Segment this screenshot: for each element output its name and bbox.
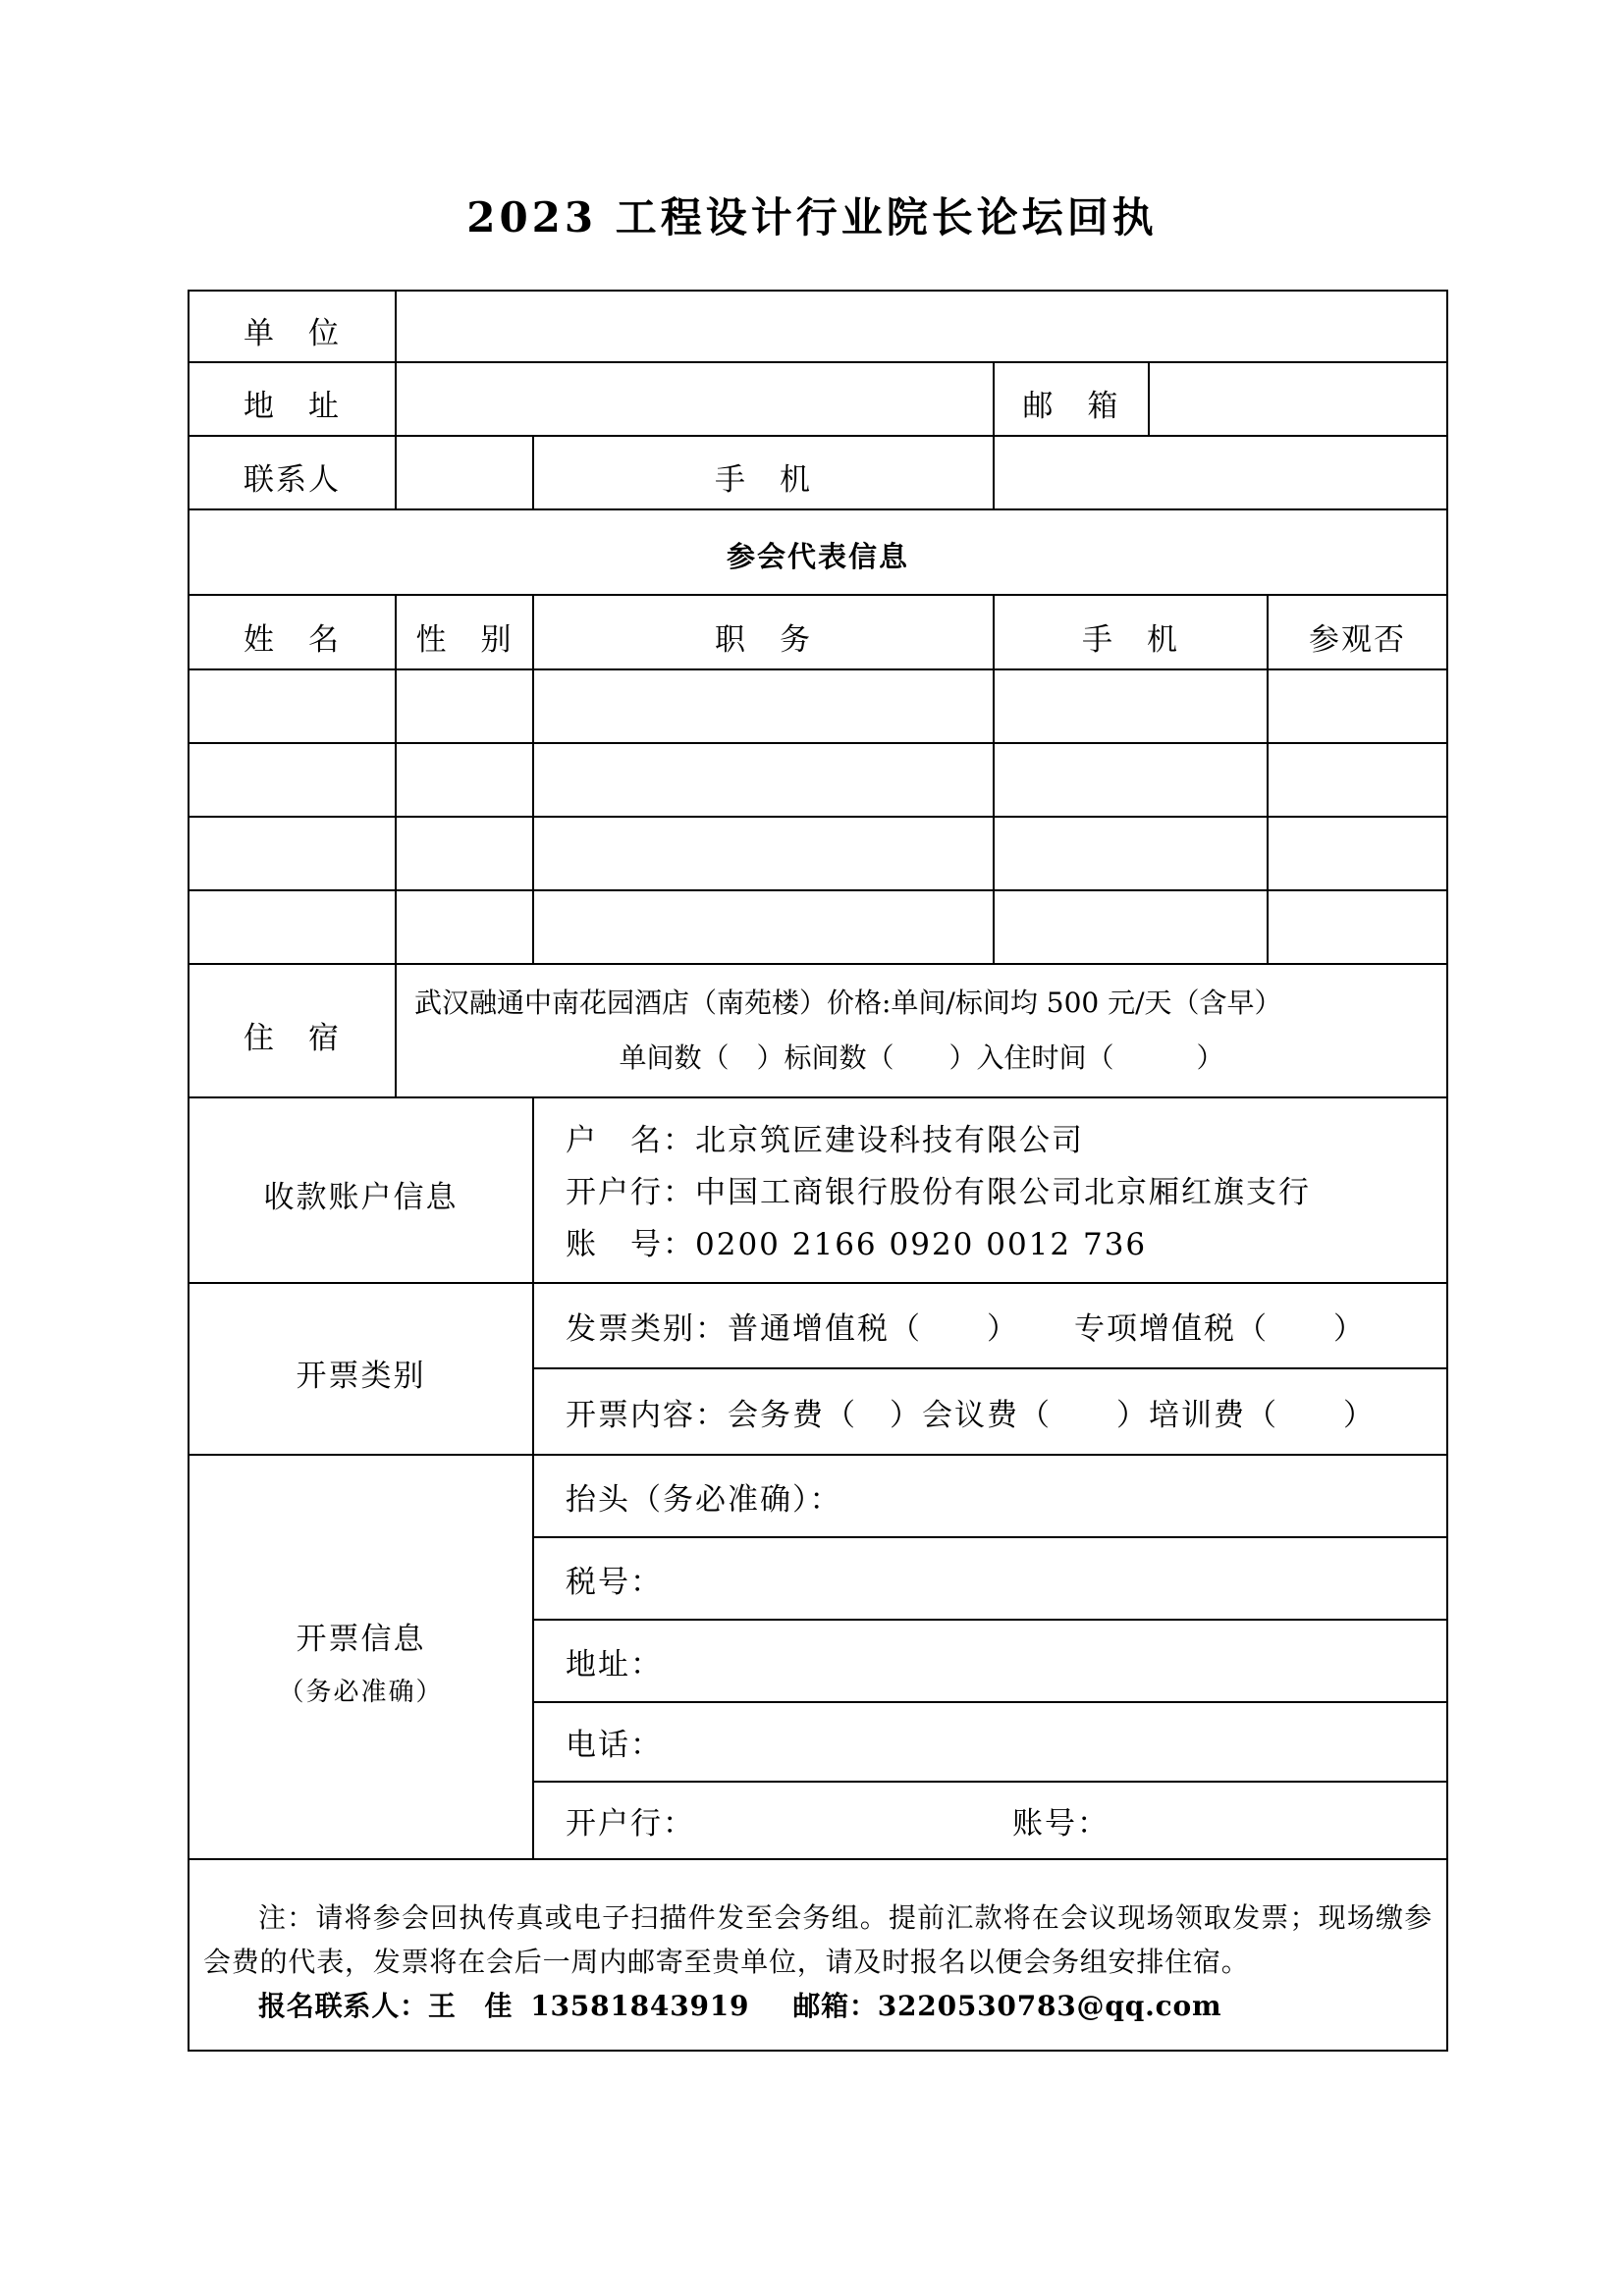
attendee-phone-cell: [995, 670, 1269, 744]
account-number-label: 账 号：: [566, 1227, 695, 1262]
lodging-row: [189, 965, 1448, 1098]
attendee-position-cell: [534, 744, 995, 818]
booking-line: 单间数（ ）标间数（ ）入住时间（ ）: [619, 1041, 1224, 1074]
invoice-content-option-meeting: 会议费（ ）: [922, 1397, 1149, 1433]
phone-field: [995, 437, 1448, 510]
account-bank-value: 中国工商银行股份有限公司北京厢红旗支行: [695, 1175, 1311, 1210]
invoice-phone-line: [534, 1703, 1448, 1783]
column-header-phone: 手 机: [995, 596, 1269, 670]
attendees-section-title: 参会代表信息: [189, 510, 1448, 596]
page-title: 2023 工程设计行业院长论坛回执: [466, 193, 1158, 241]
attendee-row: [189, 744, 1448, 818]
invoice-phone-label: 电话：: [566, 1728, 663, 1763]
registration-contact-line: [203, 1984, 1433, 2028]
invoice-info-row: [189, 1456, 1448, 1860]
attendee-visit-cell: [1269, 891, 1448, 965]
lodging-label: 住 宿: [189, 965, 397, 1098]
invoice-type-label: 开票类别: [189, 1284, 534, 1456]
column-header-visit: 参观否: [1269, 596, 1448, 670]
registration-contact-phone: 13581843919: [530, 1990, 750, 2022]
attendee-gender-cell: [397, 744, 534, 818]
attendee-position-cell: [534, 670, 995, 744]
invoice-category-label: 发票类别：: [566, 1311, 728, 1347]
unit-label: 单 位: [189, 292, 397, 363]
invoice-content-option-service: 会务费（ ）: [728, 1397, 922, 1433]
contact-row: [189, 437, 1448, 510]
attendee-phone-cell: [995, 744, 1269, 818]
address-field: [397, 363, 995, 437]
account-bank-line: [566, 1167, 1311, 1219]
contact-label: 联系人: [189, 437, 397, 510]
registration-email-label: 邮箱：: [792, 1990, 878, 2022]
attendee-row: [189, 818, 1448, 891]
attendee-name-cell: [189, 744, 397, 818]
account-number-value: 0200 2166 0920 0012 736: [695, 1227, 1148, 1262]
attendee-gender-cell: [397, 891, 534, 965]
invoice-type-row: [189, 1284, 1448, 1456]
invoice-category-option-general: 普通增值税（ ）: [728, 1311, 1019, 1347]
invoice-tax-id-label: 税号：: [566, 1564, 663, 1600]
registration-contact-name: 王 佳: [427, 1990, 514, 2022]
attendee-position-cell: [534, 818, 995, 891]
invoice-category-option-special: 专项增值税（ ）: [1074, 1311, 1366, 1347]
unit-row: [189, 292, 1448, 363]
invoice-title-label: 抬头（务必准确）：: [566, 1481, 842, 1518]
column-header-position: 职 务: [534, 596, 995, 670]
account-name-label: 户 名：: [566, 1123, 695, 1158]
registration-form-table: [188, 290, 1448, 2052]
account-bank-label: 开户行：: [566, 1175, 695, 1210]
attendee-visit-cell: [1269, 670, 1448, 744]
unit-field: [397, 292, 1448, 363]
attendees-header-row: [189, 596, 1448, 670]
invoice-content-option-training: 培训费（ ）: [1149, 1397, 1376, 1433]
payment-account-row: [189, 1098, 1448, 1284]
payment-account-label: 收款账户信息: [189, 1098, 534, 1284]
email-field: [1150, 363, 1448, 437]
invoice-account-label: 账号：: [1012, 1806, 1110, 1842]
attendee-visit-cell: [1269, 744, 1448, 818]
attendee-phone-cell: [995, 891, 1269, 965]
invoice-content-label: 开票内容：: [566, 1397, 728, 1433]
invoice-address-line: [534, 1621, 1448, 1703]
attendee-phone-cell: [995, 818, 1269, 891]
contact-field: [397, 437, 534, 510]
phone-label: 手 机: [534, 437, 995, 510]
address-label: 地 址: [189, 363, 397, 437]
attendee-row: [189, 670, 1448, 744]
attendee-position-cell: [534, 891, 995, 965]
registration-email: 3220530783@qq.com: [877, 1990, 1222, 2022]
attendee-name-cell: [189, 818, 397, 891]
invoice-info-label-cell: [189, 1456, 534, 1860]
column-header-name: 姓 名: [189, 596, 397, 670]
email-label: 邮 箱: [995, 363, 1150, 437]
notes-row: [189, 1860, 1448, 2052]
attendee-gender-cell: [397, 670, 534, 744]
invoice-content-line: [534, 1369, 1448, 1456]
hotel-line: 武汉融通中南花园酒店（南苑楼）价格:单间/标间均 500 元/天（含早）: [414, 987, 1282, 1019]
attendee-gender-cell: [397, 818, 534, 891]
invoice-category-line: [534, 1284, 1448, 1369]
notes-text: 注：请将参会回执传真或电子扫描件发至会务组。提前汇款将在会议现场领取发票；现场缴参会费的代表，发票将在会后一周内邮寄至贵单位，请及时报名以便会务组安排住宿。: [203, 1901, 1433, 1978]
payment-account-info: [534, 1098, 1448, 1284]
account-name-line: [566, 1115, 1084, 1167]
notes-cell: [189, 1860, 1448, 2052]
attendee-visit-cell: [1269, 818, 1448, 891]
invoice-info-label: 开票信息: [296, 1622, 426, 1657]
invoice-bank-label: 开户行：: [566, 1806, 695, 1842]
lodging-info: [397, 965, 1448, 1098]
registration-contact-label: 报名联系人：: [258, 1990, 428, 2022]
invoice-tax-id-line: [534, 1538, 1448, 1621]
invoice-address-label: 地址：: [566, 1646, 663, 1682]
account-number-line: [566, 1219, 1147, 1271]
invoice-bank-line: [534, 1783, 1448, 1860]
attendee-name-cell: [189, 670, 397, 744]
account-name-value: 北京筑匠建设科技有限公司: [695, 1123, 1084, 1158]
invoice-info-note: （务必准确）: [278, 1678, 444, 1707]
attendee-row: [189, 891, 1448, 965]
address-row: [189, 363, 1448, 437]
column-header-gender: 性 别: [397, 596, 534, 670]
attendees-section-row: [189, 510, 1448, 596]
invoice-title-line: [534, 1456, 1448, 1538]
attendee-name-cell: [189, 891, 397, 965]
